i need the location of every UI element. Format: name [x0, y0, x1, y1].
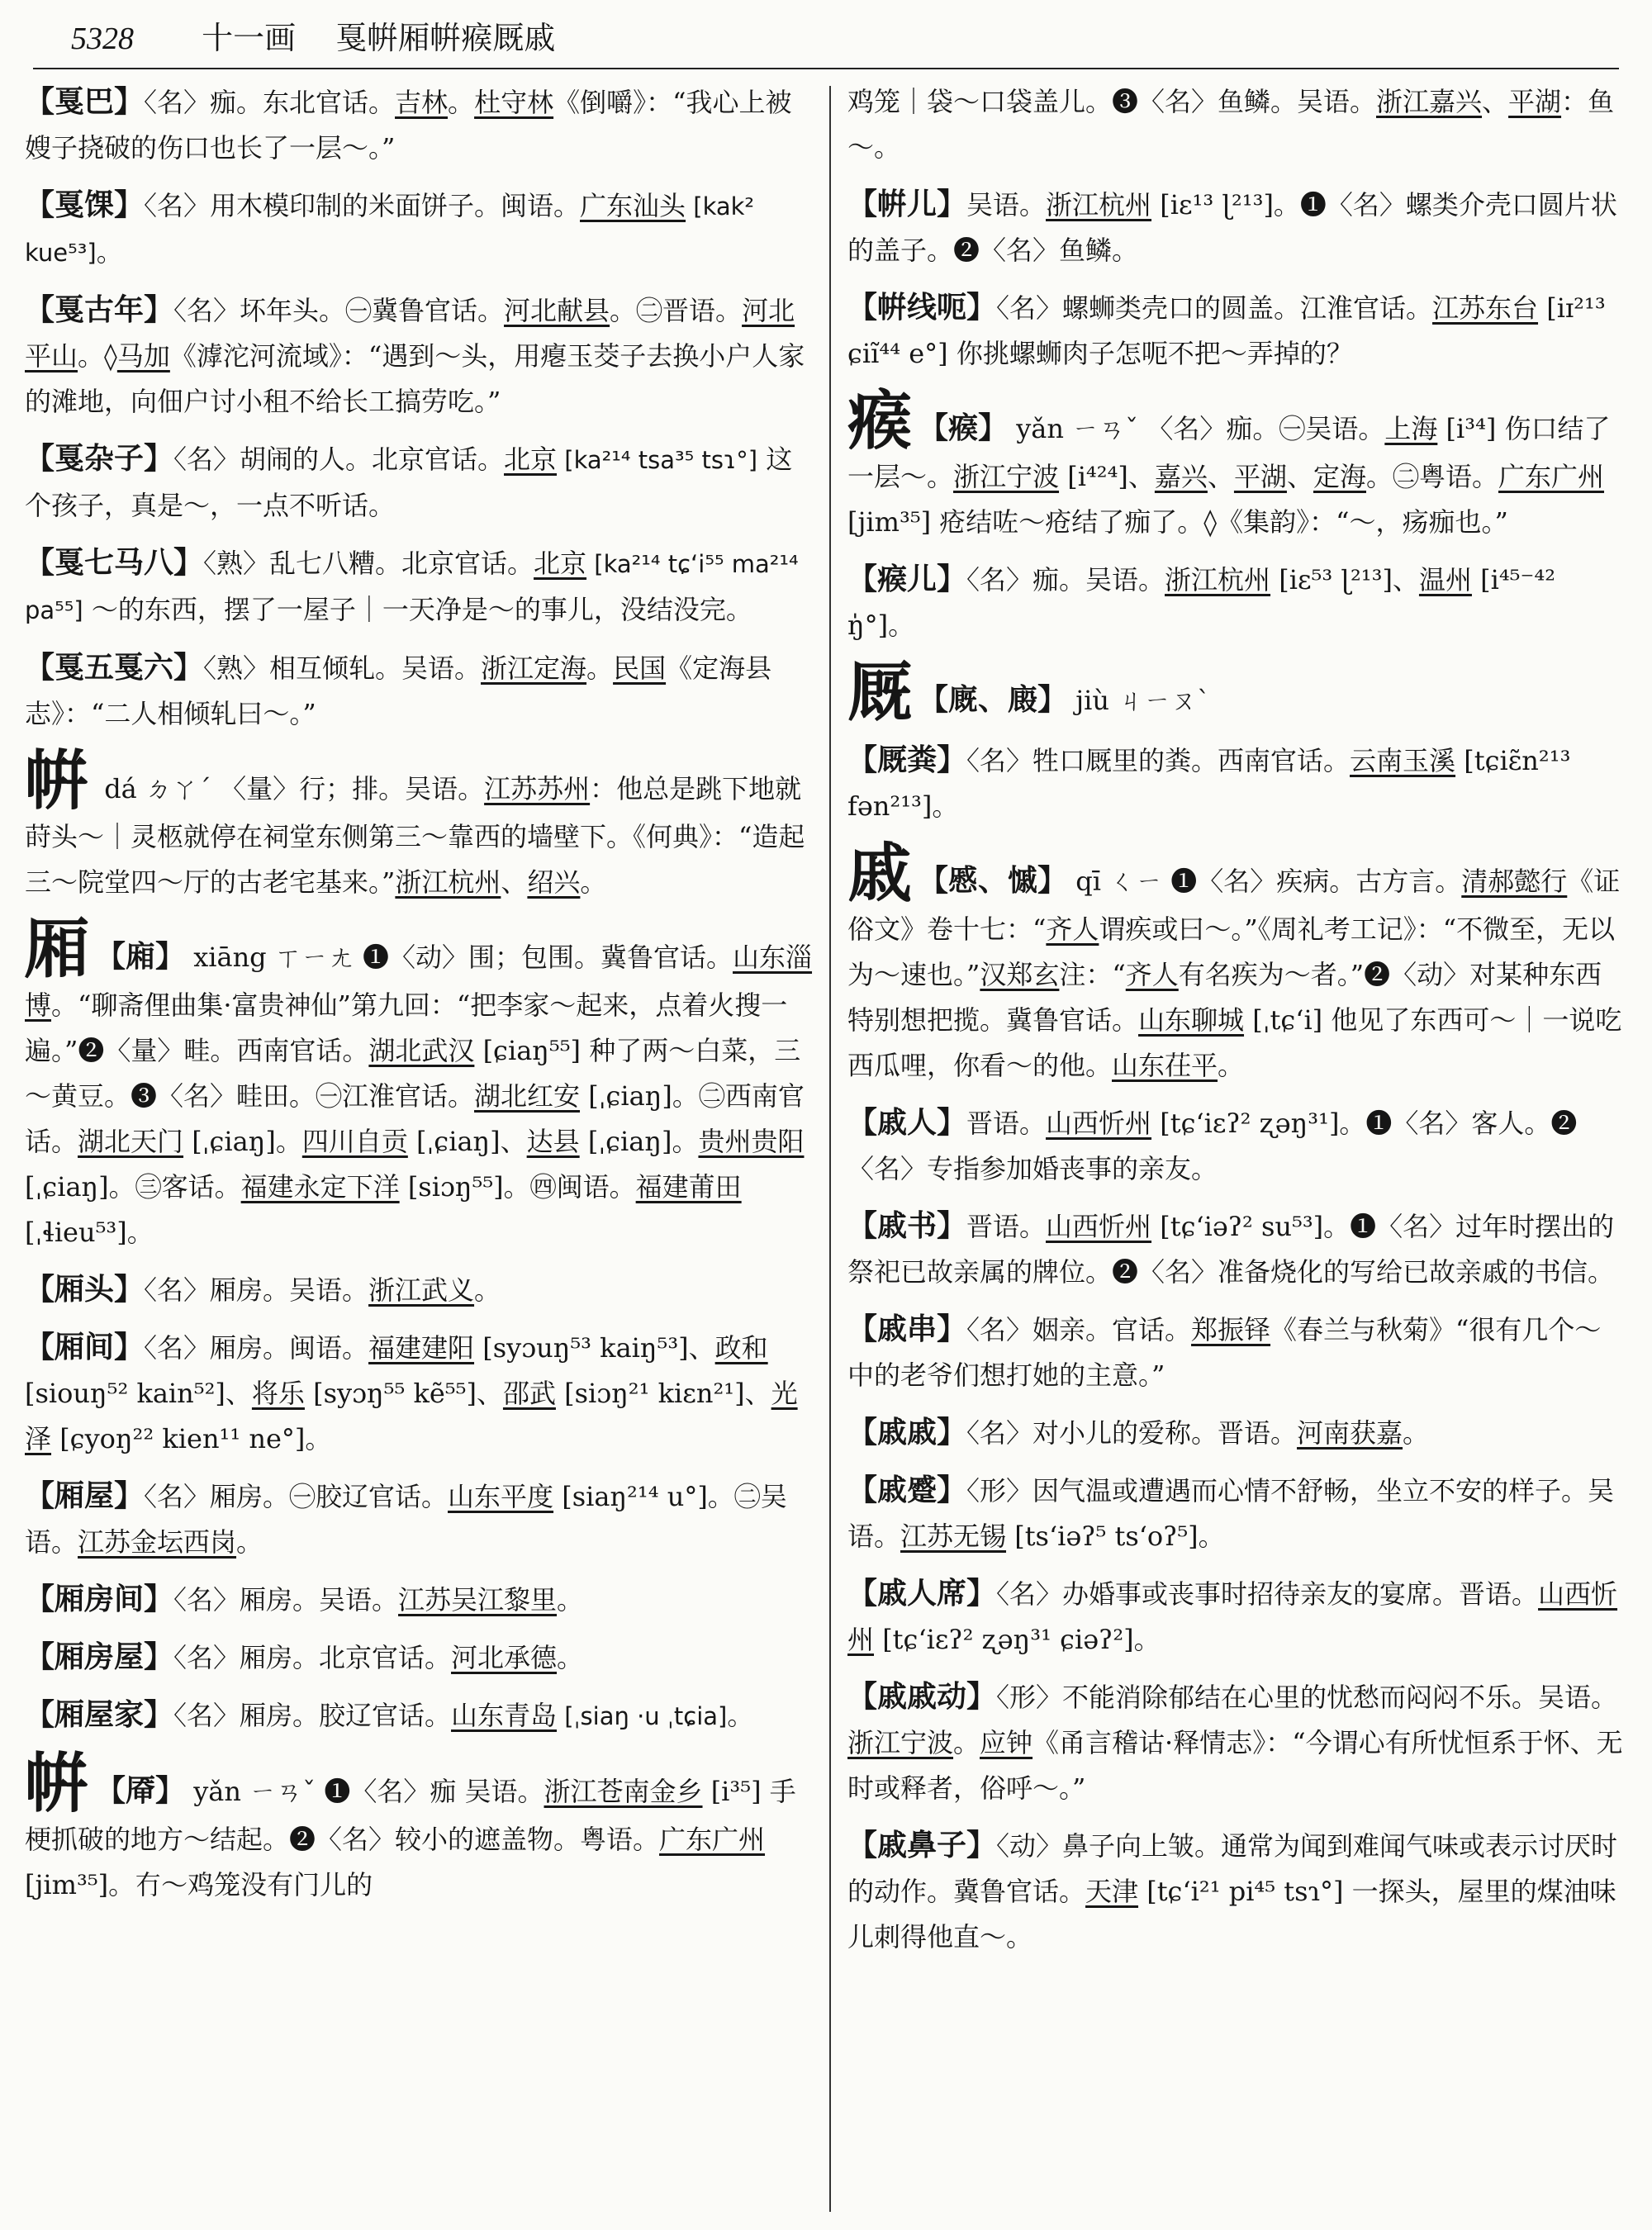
headword: 【瘊儿】	[847, 562, 967, 596]
head-character: 戚	[847, 836, 913, 911]
entry: 【戚鼻子】〈动〉鼻子向上皱。通常为闻到难闻气味或表示讨厌时的动作。冀鲁官话。天津 [tɕʻi²¹ pi⁴⁵ tsɿ°] 一探头，屋里的煤油味儿刺得他直～。	[847, 1828, 1618, 1952]
headword: 【戚人】	[847, 1105, 967, 1140]
head-character: 瘊	[847, 383, 913, 458]
entry: 【帲儿】吴语。浙江杭州 [iɛ¹³ ɭ²¹³]。❶〈名〉螺类介壳口圆片状的盖子。❷〈名〉鱼鳞。	[847, 187, 1617, 266]
headword: 【戚鼻子】	[847, 1828, 997, 1862]
headword: 【厩粪】	[847, 743, 967, 777]
entry: 【厢房屋】〈名〉厢房。北京官话。河北承德。	[25, 1639, 584, 1674]
variant-form: 【慼、慽】	[919, 863, 1068, 898]
headword: 【戚串】	[847, 1312, 967, 1346]
headword: 【戛巴】	[25, 84, 145, 119]
head-character: 厩	[847, 655, 913, 730]
entry: 厩 【廐、廄】 jiù ㄐㄧㄡˋ	[847, 655, 1211, 730]
variant-form: 【厣】	[96, 1773, 186, 1808]
head-character: 帲	[25, 743, 90, 818]
entry: 【戚书】晋语。山西忻州 [tɕʻiəʔ² su⁵³]。❶〈名〉过年时摆出的祭祀已故亲属的牌位。❷〈名〉准备烧化的写给已故亲戚的书信。	[847, 1208, 1615, 1288]
entry-continuation: 鸡笼｜袋～口袋盖儿。❸〈名〉鱼鳞。吴语。浙江嘉兴、平湖：鱼～。	[847, 86, 1615, 163]
headword: 【帲儿】	[847, 187, 967, 221]
headword: 【戛古年】	[25, 292, 174, 327]
header-rule	[33, 68, 1619, 69]
entry: 【戛巴】〈名〉痂。东北官话。吉林。杜守林《倒嚼》：“我心上被嫂子挠破的伤口也长了一层～。”	[25, 84, 792, 164]
headword: 【戚书】	[847, 1208, 967, 1243]
headword: 【戚蹙】	[847, 1473, 967, 1507]
headword: 【厢房间】	[25, 1582, 174, 1616]
headword: 【戛杂子】	[25, 441, 174, 476]
variant-form: 【廐、廄】	[919, 682, 1068, 717]
entry: 【戚串】〈名〉姻亲。官话。郑振铎《春兰与秋菊》“很有几个～中的老爷们想打她的主意。”	[847, 1312, 1602, 1391]
entry: 戚 【慼、慽】 qī ㄑㄧ ❶〈名〉疾病。古方言。清郝懿行《证俗文》卷十七：“齐人谓疾或曰～。”《周礼考工记》：“不微至，无以为～速也。”汉郑玄注：“齐人有名疾为～者。”❷〈动〉对某种东西特别想把揽。冀鲁官话。山东聊城 [ˌtɕʻi] 他见了东西可～｜一说吃西瓜哩，你看～的他。山东茌平。	[847, 836, 1622, 1081]
page-header	[71, 13, 1624, 63]
head-character: 厢	[25, 912, 90, 987]
headword: 【厢间】	[25, 1330, 145, 1364]
head-character: 帲	[25, 1746, 90, 1821]
entry: 【戛杂子】〈名〉胡闹的人。北京官话。北京 [ka²¹⁴ tsa³⁵ tsɿ°] 这个孩子，真是～，一点不听话。	[25, 441, 793, 521]
entry: 【戛五戛六】〈熟〉相互倾轧。吴语。浙江定海。民国《定海县志》：“二人相倾轧曰～。”	[25, 650, 772, 729]
headword: 【戛馃】	[25, 187, 145, 222]
entry: 瘊 【瘊】 yǎn ㄧㄢˇ 〈名〉痂。㊀吴语。上海 [i³⁴] 伤口结了一层～。浙江宁波 [i⁴²⁴]、嘉兴、平湖、定海。㊁粤语。广东广州 [jim³⁵] 疮结咗～疮结了痂了。◊《集韵》：“～，疡痂也。”	[847, 383, 1611, 538]
entry: 厢 【廂】 xiāng ㄒㄧㄤ ❶〈动〉围；包围。冀鲁官话。山东淄博。“聊斋俚曲集·富贵神仙”第九回：“把李家～起来，点着火搜一遍。”❷〈量〉畦。西南官话。湖北武汉 [ɕiaŋ⁵⁵] 种了两～白菜，三～黄豆。❸〈名〉畦田。㊀江淮官话。湖北红安 [ˌɕiaŋ]。㊁西南官话。湖北天门 [ˌɕiaŋ]。四川自贡 [ˌɕiaŋ]、达县 [ˌɕiaŋ]。贵州贵阳 [ˌɕiaŋ]。㊂客话。福建永定下洋 [siɔŋ⁵⁵]。㊃闽语。福建莆田 [ˌɬieu⁵³]。	[25, 912, 813, 1248]
entry: 【帲线呃】〈名〉螺蛳类壳口的圆盖。江淮官话。江苏东台 [iɪ²¹³ ɕiĩ⁴⁴ e°] 你挑螺蛳肉子怎呃不把～弄掉的？	[847, 290, 1606, 369]
headword: 【戛七马八】	[25, 545, 204, 580]
headword: 【厢头】	[25, 1272, 145, 1307]
entry: 【厢房间】〈名〉厢房。吴语。江苏吴江黎里。	[25, 1582, 584, 1616]
headword: 【厢房屋】	[25, 1639, 174, 1674]
entry: 【瘊儿】〈名〉痂。吴语。浙江杭州 [iɛ⁵³ ɭ²¹³]、温州 [i⁴⁵⁻⁴² ŋ̍°]。	[847, 562, 1556, 641]
entry: 【戚蹙】〈形〉因气温或遭遇而心情不舒畅，坐立不安的样子。吴语。江苏无锡 [tsʻiəʔ⁵ tsʻoʔ⁵]。	[847, 1473, 1615, 1552]
page-number: 5328	[71, 21, 134, 56]
headword: 【厢屋】	[25, 1478, 145, 1513]
header-characters: 戛帲厢帲瘊厩戚	[335, 20, 556, 56]
entry: 【厢屋家】〈名〉厢房。胶辽官话。山东青岛 [ˌsiaŋ ·u ˌtɕia]。	[25, 1697, 754, 1732]
entry: 【戛七马八】〈熟〉乱七八糟。北京官话。北京 [ka²¹⁴ tɕʻi⁵⁵ ma²¹⁴ pa⁵⁵] ～的东西，摆了一屋子｜一天净是～的事儿，没结没完。	[25, 545, 799, 625]
entry: 帲 dá ㄉㄚˊ 〈量〉行；排。吴语。江苏苏州：他总是跳下地就莳头～｜灵柩就停在祠堂东侧第三～靠西的墙壁下。《何典》：“造起三～院堂四～厅的古老宅基来。”浙江杭州、绍兴。	[25, 743, 805, 898]
section-label: 十一画	[202, 20, 297, 56]
right-column	[847, 79, 1627, 2227]
headword: 【帲线呃】	[847, 290, 997, 325]
entry: 帲 【厣】 yǎn ㄧㄢˇ ❶〈名〉痂 吴语。浙江苍南金乡 [i³⁵] 手梗抓破的地方～结起。❷〈名〉较小的遮盖物。粤语。广东广州 [jim³⁵]。冇～鸡笼没有门儿的	[25, 1746, 796, 1900]
left-column	[25, 79, 814, 2227]
variant-form: 【瘊】	[919, 410, 1009, 445]
entry: 【厩粪】〈名〉牲口厩里的粪。西南官话。云南玉溪 [tɕiɛ̃n²¹³ fən²¹³]。	[847, 743, 1571, 822]
entry: 【戚戚动】〈形〉不能消除郁结在心里的忧愁而闷闷不乐。吴语。浙江宁波。应钟《甬言稽诂·释情志》：“今谓心有所忧恒系于怀、无时或释者，俗呼～。”	[847, 1679, 1623, 1804]
entry: 【戚人席】〈名〉办婚事或丧事时招待亲友的宴席。晋语。山西忻州 [tɕʻiɛʔ² ʐəŋ³¹ ɕiəʔ²]。	[847, 1576, 1618, 1655]
entry: 【厢屋】〈名〉厢房。㊀胶辽官话。山东平度 [siaŋ²¹⁴ u°]。㊁吴语。江苏金坛西岗。	[25, 1478, 787, 1558]
headword: 【戚戚】	[847, 1415, 967, 1450]
headword: 【戚戚动】	[847, 1679, 997, 1714]
entry: 【厢间】〈名〉厢房。闽语。福建建阳 [syɔuŋ⁵³ kaiŋ⁵³]、政和 [siouŋ⁵² kain⁵²]、将乐 [syɔŋ⁵⁵ kẽ⁵⁵]、邵武 [siɔŋ²¹ kiɛn²¹]、光泽 [ɕyoŋ²² kien¹¹ ne°]。	[25, 1330, 798, 1454]
headword: 【戚人席】	[847, 1576, 997, 1611]
column-divider	[829, 86, 831, 2212]
headword: 【厢屋家】	[25, 1697, 174, 1732]
variant-form: 【廂】	[96, 939, 186, 974]
entry: 【厢头】〈名〉厢房。吴语。浙江武义。	[25, 1272, 501, 1307]
headword: 【戛五戛六】	[25, 650, 204, 685]
entry: 【戚戚】〈名〉对小儿的爱称。晋语。河南获嘉。	[847, 1415, 1430, 1450]
entry: 【戛馃】〈名〉用木模印制的米面饼子。闽语。广东汕头 [kak² kue⁵³]。	[25, 187, 755, 268]
entry: 【戛古年】〈名〉坏年头。㊀冀鲁官话。河北献县。㊁晋语。河北平山。◊马加《滹沱河流域》：“遇到～头，用瘪玉茭子去换小户人家的滩地，向佃户讨小租不给长工搞劳吃。”	[25, 292, 805, 417]
entry: 【戚人】晋语。山西忻州 [tɕʻiɛʔ² ʐəŋ³¹]。❶〈名〉客人。❷〈名〉专指参加婚丧事的亲友。	[847, 1105, 1578, 1184]
